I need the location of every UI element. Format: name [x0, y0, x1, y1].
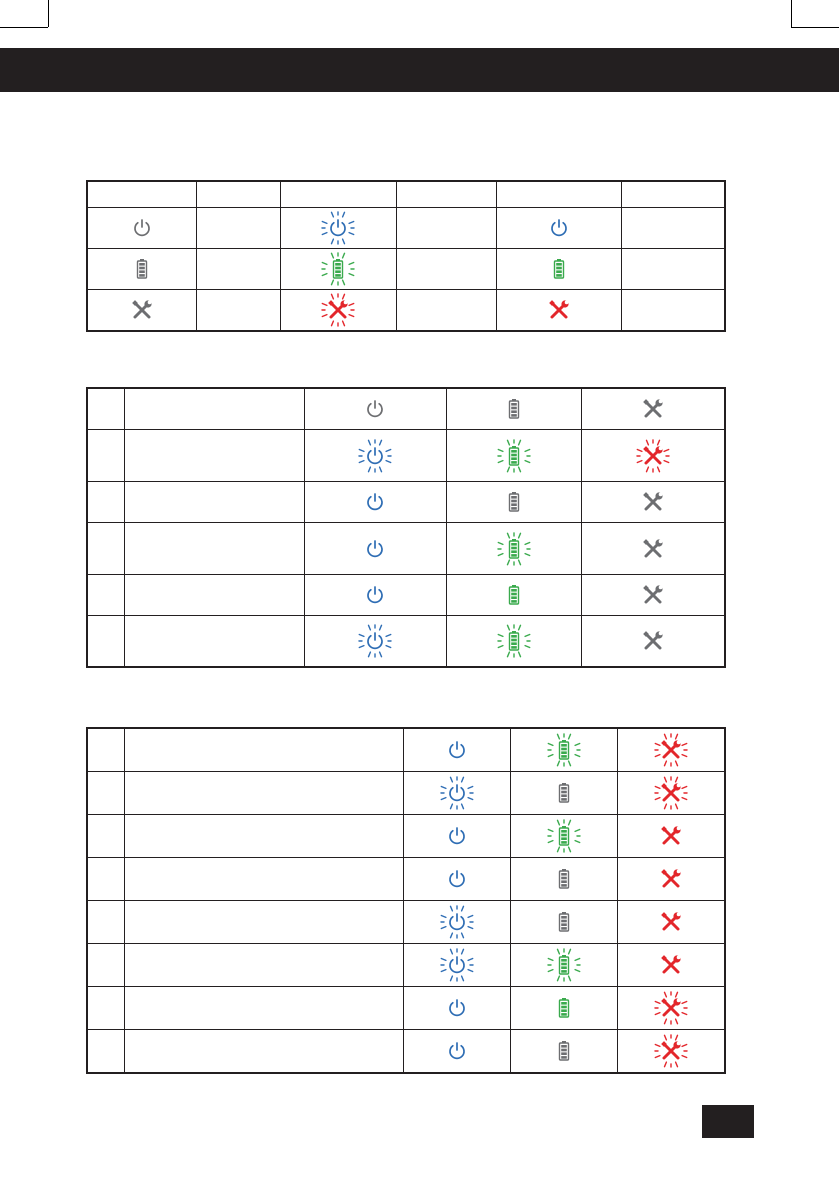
wrench-led-cell — [617, 815, 725, 858]
description-cell — [124, 616, 304, 668]
battery-icon-off — [544, 902, 584, 942]
text-cell — [396, 208, 496, 249]
description-cell — [124, 901, 403, 944]
description-cell — [124, 728, 403, 772]
wrench-led-cell — [617, 944, 725, 987]
page-number-tab — [702, 1105, 754, 1138]
index-cell — [87, 575, 124, 616]
wrench-icon-blinking — [651, 1031, 691, 1071]
power-led-cell — [403, 944, 510, 987]
crop-mark — [48, 0, 49, 27]
table-row — [87, 523, 725, 575]
battery-led-cell — [510, 772, 617, 815]
battery-led-cell — [510, 1030, 617, 1074]
crop-mark — [791, 27, 839, 28]
table-row — [87, 575, 725, 616]
description-cell — [124, 1030, 403, 1074]
wrench-led-cell — [581, 430, 725, 482]
power-led-cell — [403, 987, 510, 1030]
battery-led-cell — [510, 728, 617, 772]
battery-led-cell — [446, 575, 581, 616]
index-cell — [87, 772, 124, 815]
icon-cell — [496, 249, 621, 290]
index-cell — [87, 523, 124, 575]
battery-led-cell — [446, 482, 581, 523]
table-row — [87, 901, 725, 944]
index-cell — [87, 1030, 124, 1074]
wrench-icon-off — [633, 389, 673, 429]
wrench-led-cell — [581, 575, 725, 616]
power-icon-lit — [437, 859, 477, 899]
power-icon-lit — [437, 730, 477, 770]
wrench-icon-lit — [539, 290, 579, 330]
text-cell — [621, 208, 725, 249]
battery-icon-off — [544, 859, 584, 899]
battery-icon-off — [122, 249, 162, 289]
power-led-cell — [304, 482, 446, 523]
wrench-icon-off — [122, 290, 162, 330]
battery-icon-blinking — [494, 621, 534, 661]
power-icon-lit — [355, 575, 395, 615]
battery-icon-blinking — [544, 945, 584, 985]
icon-cell — [280, 249, 396, 290]
power-led-cell — [304, 575, 446, 616]
battery-icon-blinking — [494, 436, 534, 476]
wrench-led-cell — [581, 388, 725, 430]
battery-icon-off — [544, 1031, 584, 1071]
wrench-led-cell — [617, 1030, 725, 1074]
table-row — [87, 772, 725, 815]
header-cell — [621, 181, 725, 208]
table-row — [87, 430, 725, 482]
power-led-cell — [304, 523, 446, 575]
table-row — [87, 290, 725, 332]
power-icon-lit — [437, 1031, 477, 1071]
battery-icon-blinking — [494, 529, 534, 569]
table-row — [87, 987, 725, 1030]
wrench-icon-off — [633, 575, 673, 615]
wrench-icon-blinking — [651, 773, 691, 813]
power-icon-blinking — [355, 436, 395, 476]
text-cell — [196, 290, 280, 332]
power-led-cell — [403, 815, 510, 858]
description-cell — [124, 388, 304, 430]
header-cell — [396, 181, 496, 208]
wrench-icon-off — [633, 482, 673, 522]
power-icon-lit — [355, 529, 395, 569]
icon-cell — [87, 290, 196, 332]
power-icon-blinking — [437, 902, 477, 942]
header-bar — [0, 48, 839, 92]
power-icon-blinking — [437, 945, 477, 985]
wrench-icon-blinking — [633, 436, 673, 476]
power-icon-lit — [437, 988, 477, 1028]
description-cell — [124, 482, 304, 523]
crop-mark — [791, 0, 792, 27]
table-row — [87, 815, 725, 858]
battery-led-cell — [446, 523, 581, 575]
wrench-led-cell — [617, 901, 725, 944]
power-led-cell — [403, 901, 510, 944]
table-row — [87, 482, 725, 523]
power-icon-lit — [437, 816, 477, 856]
header-cell — [280, 181, 396, 208]
wrench-led-cell — [581, 523, 725, 575]
text-cell — [621, 290, 725, 332]
battery-icon-off — [494, 482, 534, 522]
battery-led-cell — [510, 901, 617, 944]
power-icon-off — [122, 208, 162, 248]
power-led-cell — [403, 728, 510, 772]
battery-icon-lit — [544, 988, 584, 1028]
wrench-led-cell — [617, 858, 725, 901]
table-row — [87, 728, 725, 772]
power-icon-lit — [539, 208, 579, 248]
description-cell — [124, 523, 304, 575]
power-led-cell — [403, 1030, 510, 1074]
wrench-led-cell — [617, 987, 725, 1030]
header-cell — [196, 181, 280, 208]
power-led-cell — [304, 430, 446, 482]
battery-led-cell — [510, 987, 617, 1030]
battery-led-cell — [510, 858, 617, 901]
table-row — [87, 388, 725, 430]
icon-cell — [496, 208, 621, 249]
status-table — [86, 387, 726, 668]
power-led-cell — [304, 388, 446, 430]
wrench-icon-off — [633, 621, 673, 661]
power-icon-blinking — [437, 773, 477, 813]
index-cell — [87, 388, 124, 430]
header-cell — [496, 181, 621, 208]
wrench-led-cell — [581, 482, 725, 523]
battery-icon-blinking — [544, 730, 584, 770]
error-table — [86, 727, 726, 1074]
text-cell — [196, 249, 280, 290]
wrench-icon-blinking — [651, 730, 691, 770]
icon-cell — [496, 290, 621, 332]
table-row — [87, 858, 725, 901]
battery-icon-blinking — [318, 249, 358, 289]
battery-led-cell — [510, 944, 617, 987]
index-cell — [87, 482, 124, 523]
table-row — [87, 249, 725, 290]
description-cell — [124, 575, 304, 616]
power-icon-off — [355, 389, 395, 429]
index-cell — [87, 901, 124, 944]
led-legend-table — [86, 180, 726, 332]
battery-icon-lit — [539, 249, 579, 289]
power-icon-blinking — [318, 208, 358, 248]
wrench-icon-lit — [651, 902, 691, 942]
icon-cell — [87, 249, 196, 290]
index-cell — [87, 616, 124, 668]
index-cell — [87, 728, 124, 772]
text-cell — [396, 249, 496, 290]
description-cell — [124, 430, 304, 482]
battery-icon-off — [494, 389, 534, 429]
power-led-cell — [403, 858, 510, 901]
index-cell — [87, 944, 124, 987]
description-cell — [124, 944, 403, 987]
table-row — [87, 944, 725, 987]
battery-icon-lit — [494, 575, 534, 615]
wrench-icon-lit — [651, 859, 691, 899]
table-row — [87, 1030, 725, 1074]
wrench-led-cell — [581, 616, 725, 668]
wrench-icon-lit — [651, 945, 691, 985]
description-cell — [124, 772, 403, 815]
index-cell — [87, 430, 124, 482]
table-row — [87, 616, 725, 668]
icon-cell — [87, 208, 196, 249]
battery-led-cell — [446, 430, 581, 482]
wrench-led-cell — [617, 772, 725, 815]
wrench-icon-lit — [651, 816, 691, 856]
index-cell — [87, 858, 124, 901]
power-icon-blinking — [355, 621, 395, 661]
power-icon-lit — [355, 482, 395, 522]
text-cell — [396, 290, 496, 332]
battery-led-cell — [446, 388, 581, 430]
description-cell — [124, 987, 403, 1030]
wrench-icon-off — [633, 529, 673, 569]
table-header-row — [87, 181, 725, 208]
index-cell — [87, 815, 124, 858]
wrench-led-cell — [617, 728, 725, 772]
wrench-icon-blinking — [318, 290, 358, 330]
icon-cell — [280, 290, 396, 332]
text-cell — [621, 249, 725, 290]
battery-icon-blinking — [544, 816, 584, 856]
icon-cell — [280, 208, 396, 249]
power-led-cell — [304, 616, 446, 668]
description-cell — [124, 815, 403, 858]
table-row — [87, 208, 725, 249]
header-cell — [87, 181, 196, 208]
index-cell — [87, 987, 124, 1030]
power-led-cell — [403, 772, 510, 815]
wrench-icon-blinking — [651, 988, 691, 1028]
crop-mark — [0, 27, 48, 28]
battery-led-cell — [510, 815, 617, 858]
battery-icon-off — [544, 773, 584, 813]
text-cell — [196, 208, 280, 249]
description-cell — [124, 858, 403, 901]
battery-led-cell — [446, 616, 581, 668]
